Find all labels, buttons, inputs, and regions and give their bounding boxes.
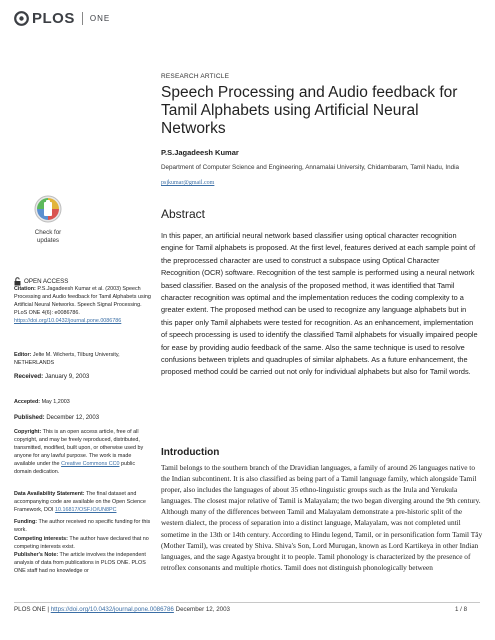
footer-doi-link[interactable]: https://doi.org/10.0432/journal.pone.0086786 — [50, 606, 174, 613]
funding-text: The author received no specific funding for this work. — [14, 519, 151, 533]
footer-divider — [14, 602, 480, 603]
copyright-label: Copyright: — [14, 429, 42, 435]
open-access-text: OPEN ACCESS — [24, 277, 69, 285]
page-number: 1 / 8 — [455, 606, 468, 613]
publishers-note-block — [14, 551, 154, 575]
footer-journal: PLOS ONE | — [14, 606, 49, 613]
footer-date: December 12, 2003 — [175, 606, 230, 613]
cc0-link[interactable]: Creative Commons CC0 — [61, 461, 120, 467]
data-availability-block — [14, 490, 154, 514]
author-affiliation: Department of Computer Science and Engineering, Annamalai University, Chidambaram, Tamil Nadu, India — [161, 164, 459, 171]
brand-name: PLOS — [32, 10, 75, 27]
competing-interests-block — [14, 535, 154, 551]
copyright-tail: public domain dedication. — [14, 461, 136, 475]
badge-line-2: updates — [36, 237, 60, 244]
published-label: Published: — [14, 415, 45, 421]
osf-doi-link[interactable]: 10.16817/OSF.IO/UN8PC — [55, 507, 117, 513]
published-block — [14, 414, 154, 422]
author-name: P.S.Jagadeesh Kumar — [161, 148, 239, 157]
accepted-block — [14, 398, 154, 406]
abstract-text: In this paper, an artificial neural network based classifier using optical character recognition engine for Tamil alphabets is proposed. At the first level, features derived at each sample point of the preprocessed character are used to construct a subspace using Optical Character Recognition (OCR) software. Recognition of the test sample is performed using a neural network based classifier. Based on the analysis of the proposed method, it was identified that Tamil character recognition was optimal and the implementation reduces the coding complexity to a greater extent. The proposed method can be used to recognize any language alphabets but in this paper only Tamil alphabets were tested for recognition. As an enhancement, implementation of speech processing is used to identify the classified Tamil alphabets for visually impaired people for ease by providing audio feedback of the same. Also the same technique is used to resolve confusions between triplets and quadruples of similar alphabets. As a future enhancement, the proposed method could be carried out not only for individual alphabets but also for Tamil words. — [161, 231, 478, 377]
logo-divider — [82, 12, 83, 25]
citation-block — [14, 285, 154, 325]
page-footer — [14, 606, 230, 613]
received-block — [14, 373, 154, 381]
received-label: Received: — [14, 373, 44, 380]
citation-text: P.S.Jagadeesh Kumar et al. (2003) Speech Processing and Audio feedback for Tamil Alphabets using Artificial Neural Networks. Speech Signal Processing. PLoS ONE 4(6): e0086786. — [14, 286, 151, 316]
publishers-note-label: Publisher's Note: — [14, 552, 59, 558]
accepted-date: May 1,2003 — [41, 399, 70, 405]
introduction-text: Tamil belongs to the southern branch of the Dravidian languages, a family of around 26 languages native to the Indian subcontinent. It is also classified as being part of a Tamil language family, which alongside Tamil proper, also includes the languages of about 35 ethno-linguistic groups such as the Irula and Yerukula languages. The closest major relative of Tamil is Malayalam; the two began diverging around the 9th century. Although many of the differences between Tamil and Malayalam demonstrate a pre-historic split of the western dialect, the process of separation into a distinct language, Malayalam, was not completed until sometime in the 13th or 14th century. According to Hindu legend, Tamil, or in personification form Tamil Tāy (Mother Tamil), was created by Shiva. Shiva's Son, Lord Murugan, known as Lord Kartikeya in other Indian languages, and the sage Agastya brought it to people. Tamil phonology is characterized by the presence of retroflex consonants and multiple rhotics. Tamil does not distinguish phonologically between — [161, 463, 483, 572]
received-date: January 9, 2003 — [44, 373, 90, 380]
plos-logo-icon — [14, 11, 29, 26]
journal-name: ONE — [89, 14, 111, 23]
competing-interests-text: The author have declared that no competing interests exist. — [14, 536, 149, 550]
copyright-block — [14, 428, 154, 476]
competing-interests-label: Competing interests: — [14, 536, 68, 542]
abstract-heading: Abstract — [161, 207, 206, 221]
copyright-text: This is an open access article, free of all copyright, and may be freely reproduced, distributed, transmitted, modified, built upon, or otherwise used by anyone for any lawful purpose. The work is made available under the — [14, 429, 144, 467]
citation-label: Citation: — [14, 286, 36, 292]
plos-one-logo — [14, 10, 110, 27]
article-title: Speech Processing and Audio feedback for Tamil Alphabets using Artificial Neural Networks — [161, 84, 458, 137]
editor-label: Editor: — [14, 352, 32, 358]
check-for-updates-badge[interactable] — [30, 195, 66, 244]
funding-block — [14, 518, 154, 534]
introduction-heading: Introduction — [161, 447, 220, 458]
citation-doi-link[interactable]: https://doi.org/10.0432/journal.pone.0086786 — [14, 318, 122, 324]
article-type: RESEARCH ARTICLE — [161, 73, 230, 80]
check-for-updates-icon — [34, 195, 62, 223]
accepted-label: Accepted: — [14, 399, 41, 405]
published-date: December 12, 2003 — [46, 415, 100, 421]
data-availability-label: Data Availability Statement: — [14, 491, 85, 497]
funding-label: Funding: — [14, 519, 38, 525]
badge-line-1: Check for — [34, 229, 62, 236]
author-email-link[interactable]: psjkumar@gmail.com — [161, 180, 215, 186]
editor-text: Jelte M. Wicherts, Tilburg University, NETHERLANDS — [14, 352, 120, 366]
data-availability-text: The final dataset and accompanying code are available on the Open Science Framework, DOI — [14, 491, 146, 513]
editor-block — [14, 351, 154, 367]
publishers-note-text: The article involves the independent analysis of data from publications in PLOS ONE. PLOS ONE staff had no knowledge or — [14, 552, 146, 574]
